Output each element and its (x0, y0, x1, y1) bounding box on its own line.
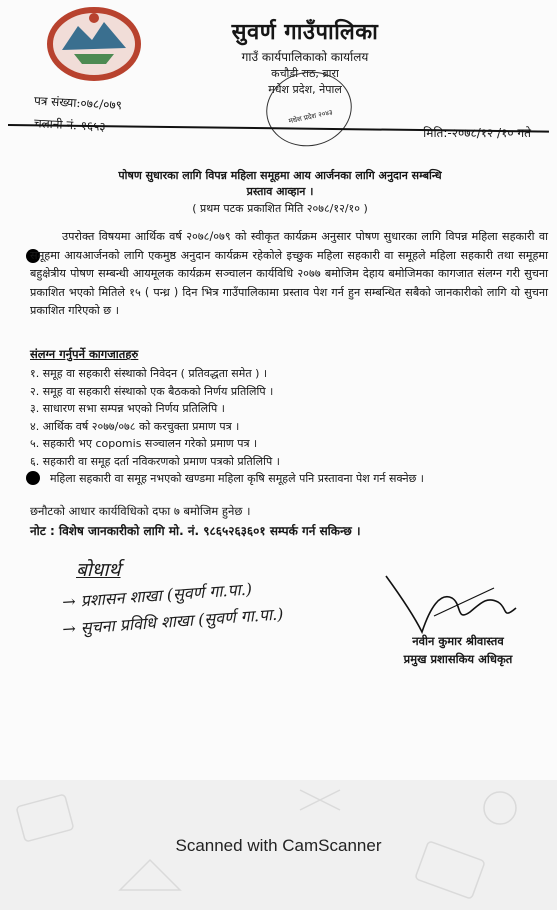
footer-label: Scanned with CamScanner (175, 836, 382, 855)
office-location-line2: मधेश प्रदेश, नेपाल (268, 83, 342, 96)
signature (382, 568, 522, 638)
office-location-line1: कचौडी राठ, ब्रारा (271, 67, 339, 80)
handwritten-line1: → प्रशासन शाखा (सुवर्ण गा.पा.) (61, 579, 253, 612)
stamp-text: मधेश प्रदेश २०४३ (287, 108, 334, 126)
org-title: सुवर्ण गाउँपालिका (231, 20, 379, 45)
letter-date: मिति:-२०७८/१२ /१० गते (423, 126, 531, 140)
list-item: ३. साधारण सभा सम्पन्न भएको निर्णय प्रतिलिपि । (30, 402, 225, 416)
handwritten-heading: बोधार्थ (76, 559, 121, 581)
subject-line1: पोषण सुधारका लागि विपन्न महिला समूहमा आय आर्जनका लागि अनुदान सम्बन्धि (118, 169, 442, 182)
list-item: १. समूह वा सहकारी संस्थाको निवेदन ( प्रतिवद्धता समेत ) । (30, 367, 268, 380)
list-item: ५. सहकारी भए copomis सञ्चालन गरेको प्रमाण पत्र । (30, 437, 258, 451)
municipality-emblem-logo (44, 4, 144, 82)
list-item: ४. आर्थिक वर्ष २०७७/०७८ को करचुक्ता प्रमाण पत्र । (30, 419, 240, 433)
list-item: २. समूह वा सहकारी संस्थाको एक बैठकको निर्णय प्रतिलिपि । (30, 384, 274, 398)
attachments-title: संलग्न गर्नुपर्ने कागजातहरु (30, 347, 139, 361)
handwritten-line2: → सुचना प्रविधि शाखा (सुवर्ण गा.पा.) (61, 604, 284, 639)
dispatch-number: चलानी नं. १६५३ (33, 116, 106, 134)
list-item-note: महिला सहकारी वा समूह नभएको खण्डमा महिला कृषि समूहले पनि प्रस्तावना पेश गर्न सक्नेछ । (50, 472, 424, 485)
selection-basis: छनौटको आधार कार्यविधिको दफा ७ बमोजिम हुनेछ । (30, 504, 251, 518)
signatory-title: प्रमुख प्रशासकिय अधिकृत (403, 652, 513, 666)
signatory-name: नवीन कुमार श्रीवास्तव (412, 634, 504, 648)
contact-note: नोट : विशेष जानकारीको लागि मो. नं. ९८६५२६३६०१ सम्पर्क गर्न सकिन्छ । (30, 524, 361, 538)
bullet-mark (26, 471, 40, 485)
attachments-list (30, 365, 280, 471)
subject-line2: प्रस्ताव आव्हान । (246, 185, 314, 198)
body-paragraph: उपरोक्त विषयमा आर्थिक वर्ष २०७८/०७९ को स्वीकृत कार्यक्रम अनुसार पोषण सुधारका लागि विपन्न महिला सहकारी वा समूहमा आयआर्जनको लागि एकमुष्ठ अनुदान कार्यक्रम रहेकोले इच्छुक महिला सहकारी वा समूहले महिला सहकारी तथा समूहमा बहुक्षेत्रीय पोषण सम्बन्धी आयमूलक कार्यक्रम सञ्चालन कार्यविधि २०७७ बमोजिम देहाय बमोजिमका कागजात संलग्न गरी सुचना प्रकाशित भएको मितिले १५ ( पन्ध्र ) दिन भित्र गाउँपालिकामा प्रस्ताव पेश गर्न हुन सम्बन्धित सबैको जानकारीको लागि यो सुचना प्रकाशित गरिएको छ । (30, 230, 548, 317)
letter-number: पत्र संख्या:०७८/०७९ (33, 93, 123, 113)
list-item: ६. सहकारी वा समूह दर्ता नविकरणको प्रमाण पत्रको प्रतिलिपि । (30, 454, 280, 468)
office-name: गाउँ कार्यपालिकाको कार्यालय (241, 50, 369, 64)
publication-date-line: ( प्रथम पटक प्रकाशित मिति २०७८/१२/१० ) (192, 202, 368, 215)
scanner-footer (0, 780, 557, 910)
